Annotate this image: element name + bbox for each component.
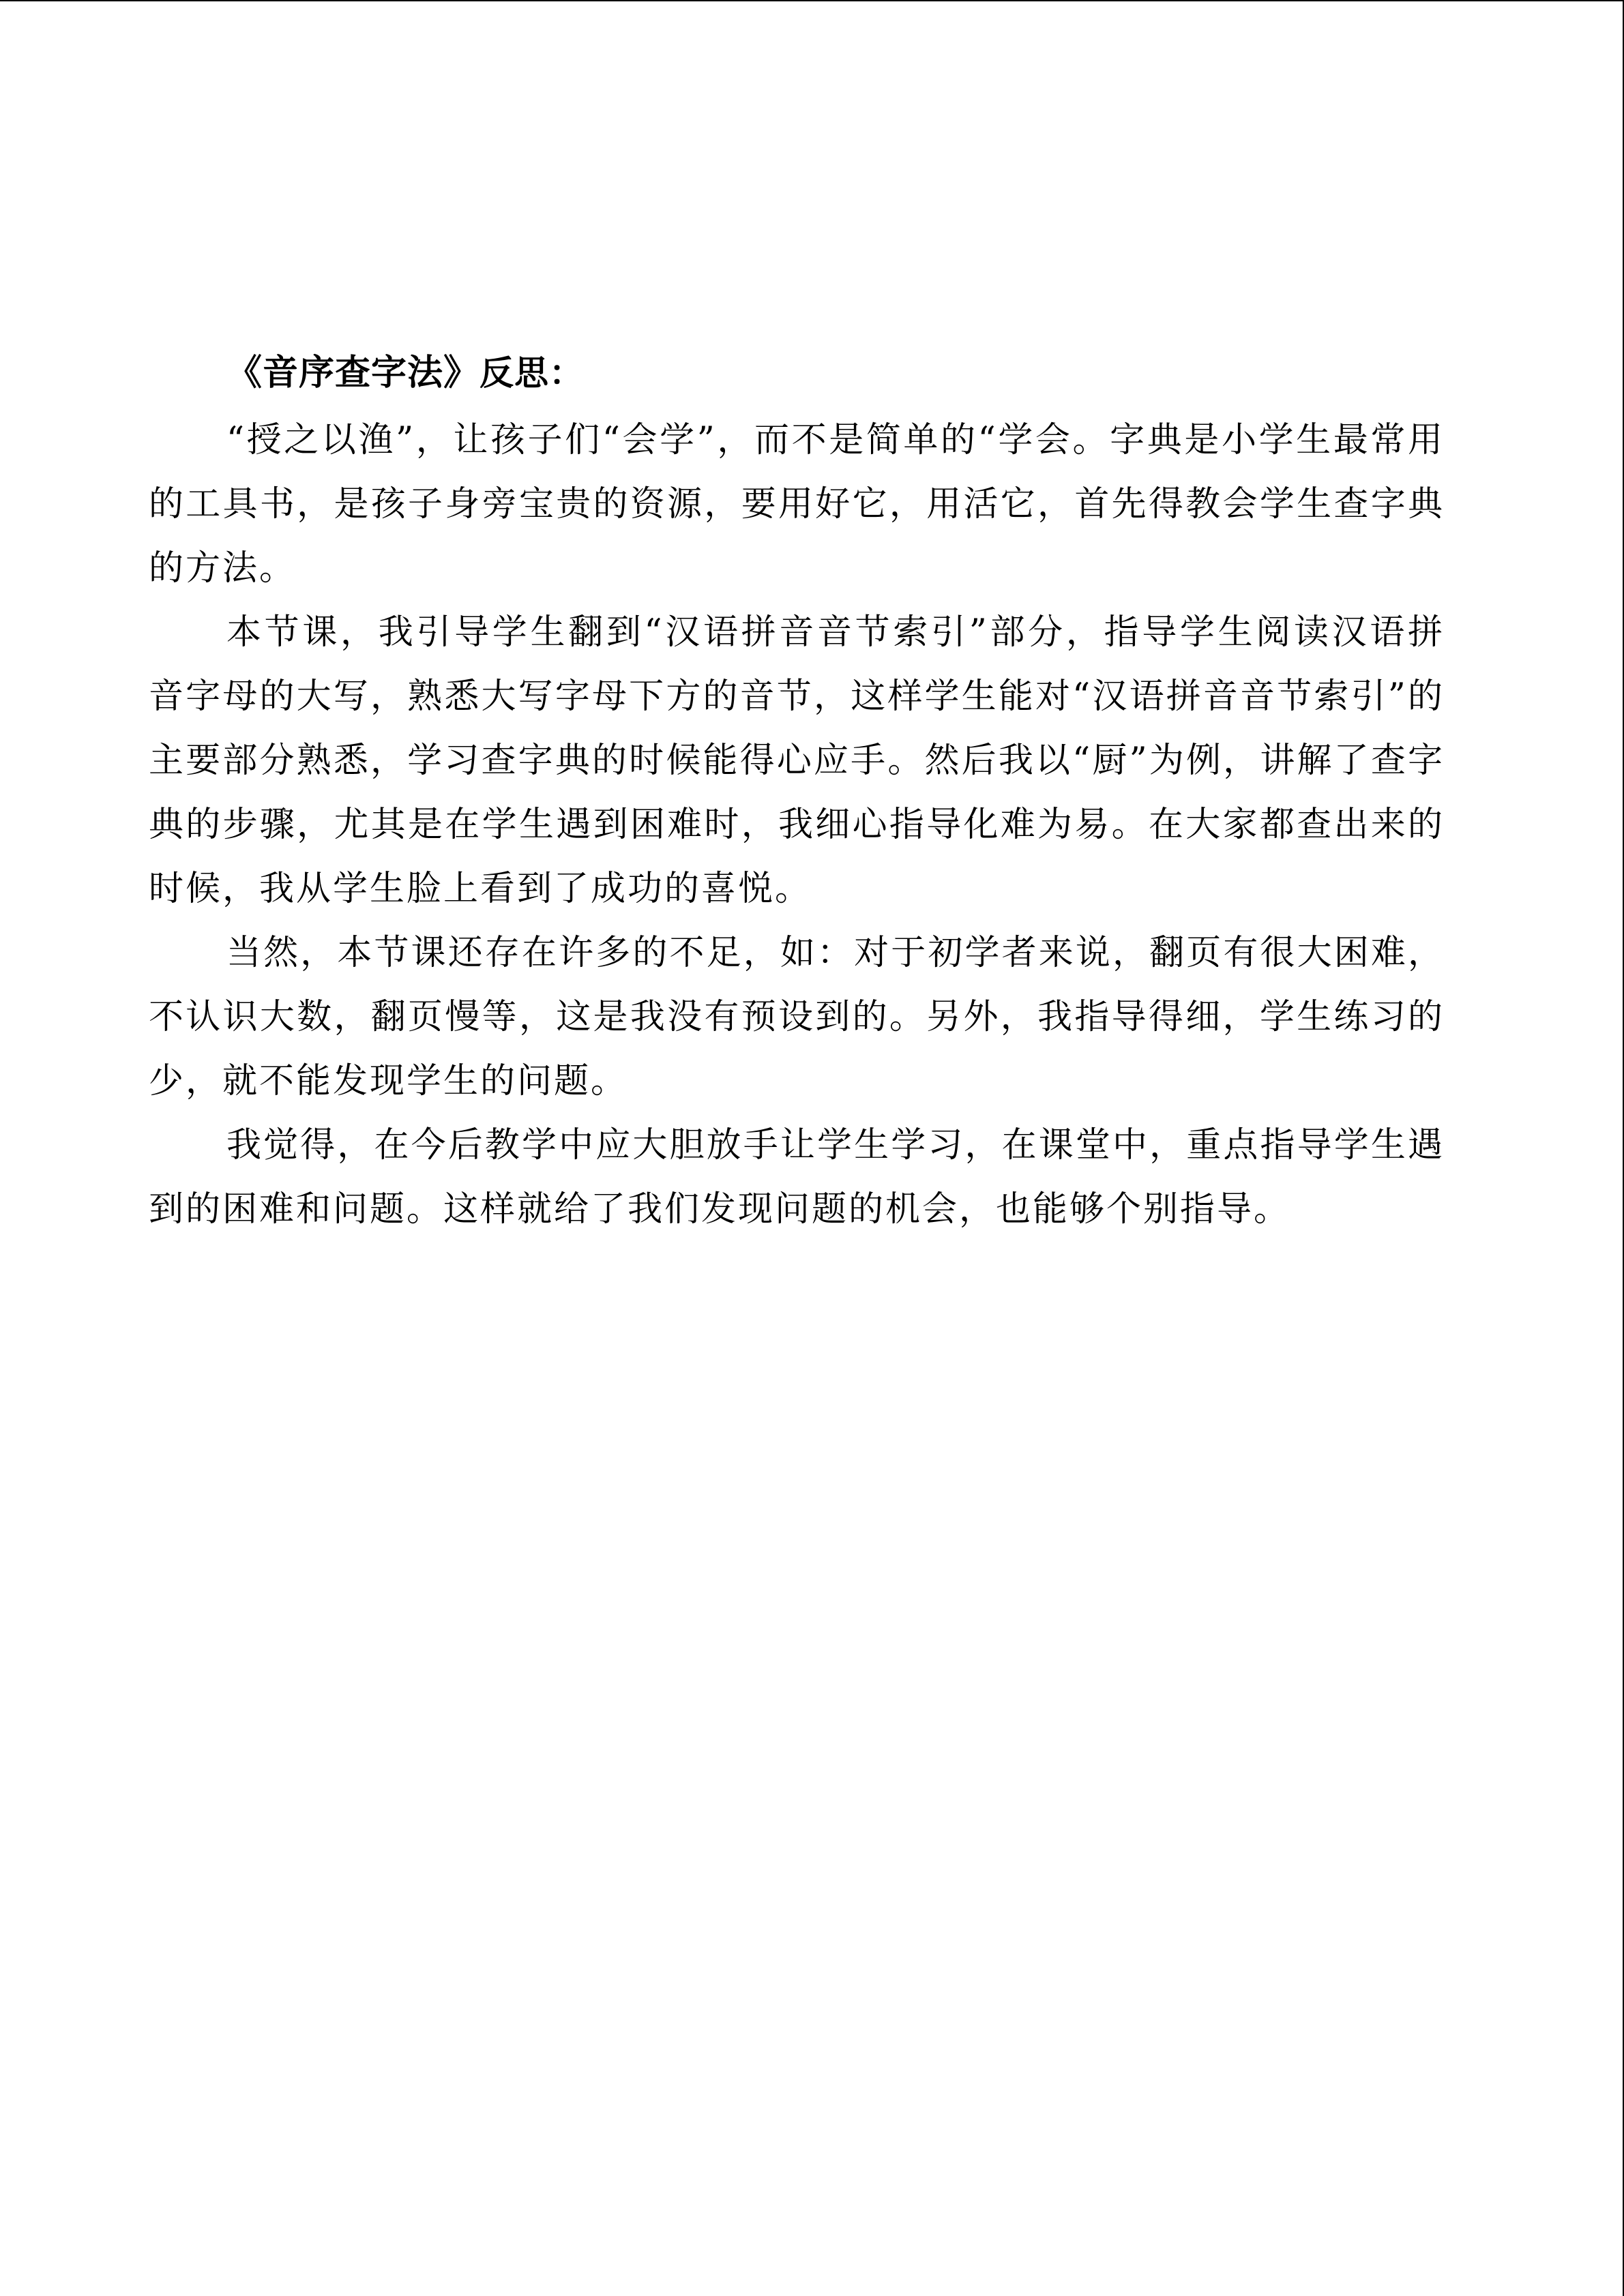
document-title: [149, 344, 1445, 402]
title-suffix: 反思：: [479, 353, 585, 393]
document-body: [149, 344, 1445, 1242]
paragraph-1: “授之以渔”，让孩子们“会学”，而不是简单的“学会。字典是小学生最常用的工具书，是孩子身旁宝贵的资源，要用好它，用活它，首先得教会学生查字典的方法。: [149, 420, 1445, 588]
paragraph-4: 我觉得，在今后教学中应大胆放手让学生学习，在课堂中，重点指导学生遇到的困难和问题。这样就给了我们发现问题的机会，也能够个别指导。: [149, 1125, 1445, 1229]
paragraph-3: 当然，本节课还存在许多的不足，如：对于初学者来说，翻页有很大困难，不认识大数，翻页慢等，这是我没有预设到的。另外，我指导得细，学生练习的少，就不能发现学生的问题。: [149, 933, 1445, 1101]
title-main: 《音序查字法》: [226, 352, 480, 393]
paragraph-2: 本节课，我引导学生翻到“汉语拼音音节索引”部分，指导学生阅读汉语拼音字母的大写，熟悉大写字母下方的音节，这样学生能对“汉语拼音音节索引”的主要部分熟悉，学习查字典的时候能得心应手。然后我以“厨”为例，讲解了查字典的步骤，尤其是在学生遇到困难时，我细心指导化难为易。在大家都查出来的时候，我从学生脸上看到了成功的喜悦。: [149, 612, 1445, 909]
